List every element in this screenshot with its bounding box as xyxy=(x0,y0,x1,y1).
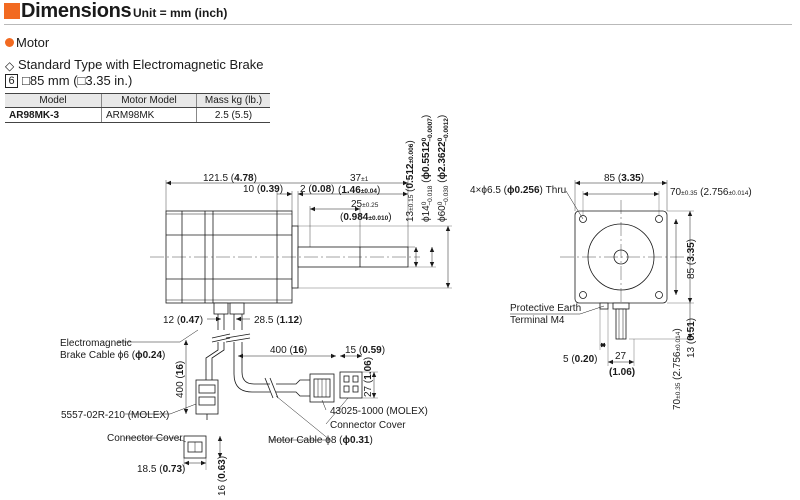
dim-shaft-flat: 25±0.25 xyxy=(351,199,379,210)
page-title: Dimensions xyxy=(21,0,132,22)
label-molex-brake: 5557-02R-210 (MOLEX) xyxy=(61,410,170,421)
label-molex-motor: 43025-1000 (MOLEX) xyxy=(330,406,428,417)
label-brake-cable-2: Brake Cable ϕ6 (ϕ0.24) xyxy=(60,350,166,361)
dim-brake-length: 10 (0.39) xyxy=(243,184,284,195)
dim-pilot-diameter: $\phi 60^0-0.030$ $(\phi 2.3622^0-0.0012)$ xyxy=(437,114,450,222)
dim-cable-offset-in: (1.06) xyxy=(609,367,636,378)
dim-shaft-diameter: $\phi 14^0-0.018$ $(\phi 0.5512^0-0.0007)$ xyxy=(421,114,434,222)
model-cell: AR98MK-3 xyxy=(5,108,102,123)
dim-cable-offset: 27 xyxy=(615,351,627,362)
motor-cable xyxy=(226,314,334,402)
motor-front-view xyxy=(560,200,690,339)
dim-small-connector-height: 16 (0.63) xyxy=(217,455,228,496)
section-subtitle: Standard Type with Electromagnetic Brake xyxy=(18,57,264,72)
section-label: Motor xyxy=(16,35,50,50)
label-motor-cable: Motor Cable ϕ8 (ϕ0.31) xyxy=(268,435,373,446)
motor-model-cell: ARM98MK xyxy=(102,108,197,123)
square-icon: □ xyxy=(22,73,30,88)
label-brake-cable-1: Electromagnetic xyxy=(60,338,132,349)
dim-overall-length: 121.5 (4.78) xyxy=(203,173,257,184)
dim-connector-width: 15 (0.59) xyxy=(345,345,386,356)
label-connector-cover-brake: Connector Cover xyxy=(107,433,183,444)
dim-cable-exit: 13 (0.51) xyxy=(686,317,697,358)
dim-flange-width: 85 (3.35) xyxy=(604,173,645,184)
dim-shaft-length-in: (1.46±0.04) xyxy=(338,185,381,196)
size-index-badge: 6 xyxy=(5,74,18,88)
dim-mounting-holes: 4×ϕ6.5 (ϕ0.256) Thru xyxy=(470,185,567,196)
dim-connector-height: 27 (1.06) xyxy=(363,356,374,397)
label-connector-cover-motor: Connector Cover xyxy=(330,420,406,431)
motor-side-view xyxy=(150,211,420,314)
dim-shaft-length: 37±1 xyxy=(350,173,369,184)
dim-hole-pitch-horizontal: 70±0.35 (2.756±0.014) xyxy=(670,187,752,198)
dim-flange-thickness: 2 (0.08) xyxy=(300,184,335,195)
table-header: Mass kg (lb.) xyxy=(197,94,271,108)
unit-note: Unit = mm (inch) xyxy=(133,6,228,20)
dim-flange-height: 85 (3.35) xyxy=(686,238,697,279)
dim-motor-cable-length: 400 (16) xyxy=(270,345,308,356)
connector-face-large xyxy=(340,372,362,398)
dim-brake-cable-offset: 12 (0.47) xyxy=(163,315,204,326)
dim-brake-cable-length: 400 (16) xyxy=(175,360,186,398)
size-value: 85 mm (□3.35 in.) xyxy=(29,73,133,88)
label-protective-earth-2: Terminal M4 xyxy=(510,315,565,326)
dim-hole-pitch-vertical: 70±0.35 (2.756±0.014) xyxy=(672,328,683,410)
table-header: Model xyxy=(5,94,102,108)
dim-small-connector-width: 18.5 (0.73) xyxy=(137,464,186,475)
dim-earth-offset: 5 (0.20) xyxy=(563,354,598,365)
dim-shaft-flat-in: (0.984±0.010) xyxy=(340,212,392,223)
brake-cable xyxy=(196,314,230,420)
table-header: Motor Model xyxy=(102,94,197,108)
label-protective-earth-1: Protective Earth xyxy=(510,303,582,314)
dim-motor-cable-offset: 28.5 (1.12) xyxy=(254,315,303,326)
diamond-icon: ◇ xyxy=(5,59,15,73)
dim-shaft-key-13: 13±0.15 (0.512±0.006) xyxy=(405,140,416,222)
mass-cell: 2.5 (5.5) xyxy=(197,108,271,123)
